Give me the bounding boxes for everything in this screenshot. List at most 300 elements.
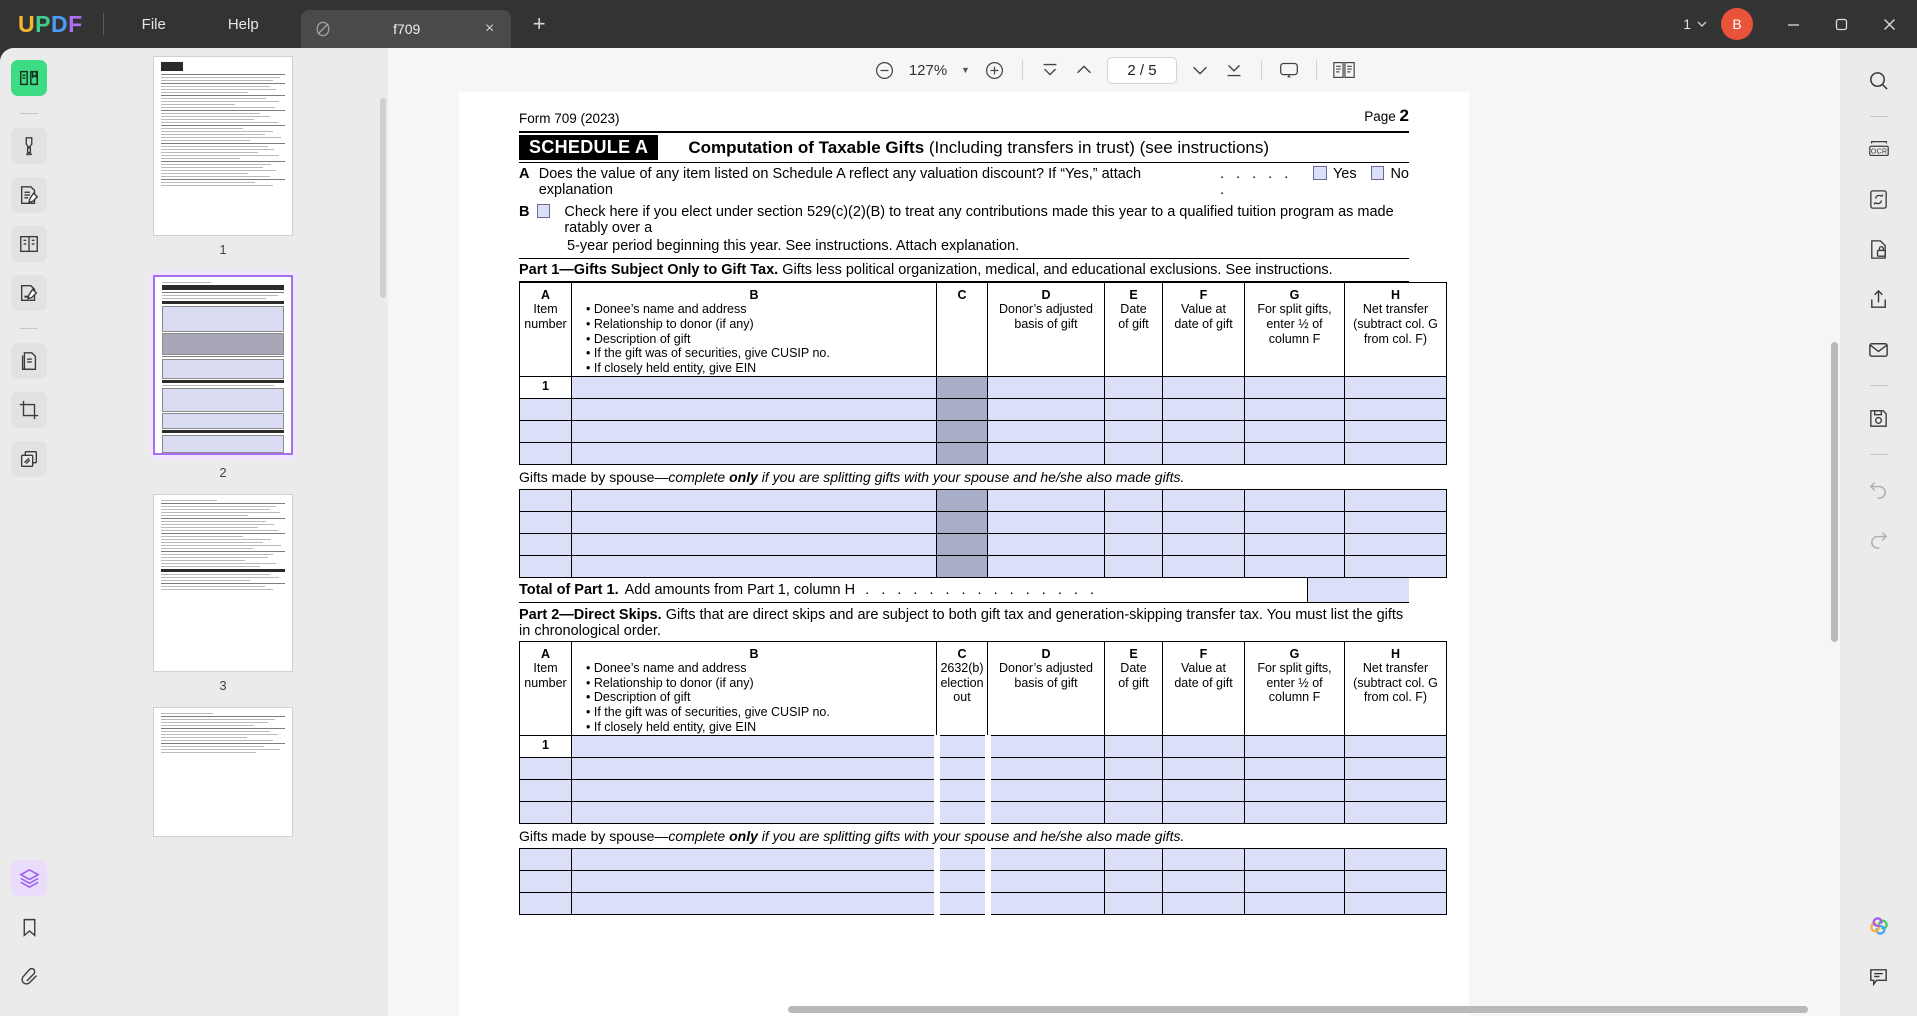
field-2632b[interactable]: [937, 870, 988, 892]
field-split[interactable]: [1245, 870, 1345, 892]
menu-help[interactable]: Help: [227, 15, 259, 33]
page-layout-button[interactable]: [1327, 55, 1361, 85]
sidebar-bookmark[interactable]: [11, 909, 47, 945]
convert-button[interactable]: [1861, 181, 1897, 217]
presentation-icon: [1277, 58, 1301, 82]
thumbnail-panel[interactable]: [58, 48, 388, 1016]
zoom-in-button[interactable]: [978, 55, 1012, 85]
field-net[interactable]: [1345, 779, 1447, 801]
page-label: Page: [1364, 109, 1396, 124]
table-row[interactable]: [520, 376, 1447, 398]
comment-button[interactable]: [1861, 958, 1897, 994]
field-item[interactable]: [520, 892, 572, 914]
field-net[interactable]: [1345, 735, 1447, 757]
page-content: [459, 106, 1469, 915]
presentation-button[interactable]: [1272, 55, 1306, 85]
line-a-no-checkbox[interactable]: [1371, 166, 1385, 180]
field-value[interactable]: [1163, 489, 1245, 511]
document-viewport[interactable]: [388, 92, 1840, 1016]
field-donee[interactable]: [572, 892, 937, 914]
sidebar-form[interactable]: [11, 226, 47, 262]
field-net[interactable]: [1345, 870, 1447, 892]
col-letter: B: [749, 646, 759, 661]
field-split[interactable]: [1245, 848, 1345, 870]
save-button[interactable]: [1861, 400, 1897, 436]
field-split[interactable]: [1245, 779, 1345, 801]
field-split[interactable]: [1245, 442, 1345, 464]
field-donee[interactable]: [572, 757, 937, 779]
spouse-note-italic-2: if you are splitting gifts with your spouse and he/she also made gifts.: [757, 827, 1185, 844]
field-split[interactable]: [1245, 398, 1345, 420]
field-date[interactable]: [1105, 376, 1163, 398]
table-row[interactable]: [520, 533, 1447, 555]
col-letter: E: [1129, 646, 1138, 661]
field-donee[interactable]: [572, 398, 937, 420]
line-b-text-1: Check here if you elect under section 529(c)(2)(B) to treat any contributions made this year to a qualified tuition program as made ratably over a: [564, 204, 1394, 236]
field-net[interactable]: [1345, 757, 1447, 779]
line-a-text: Does the value of any item listed on Schedule A reflect any valuation discount? If “Yes,” attach explanation: [538, 166, 1142, 198]
part2-heading-rest-1: Gifts that are direct skips and are subject to both gift tax and generation-skipping transfer tax. You must list the gifts in: [519, 606, 1404, 639]
first-page-icon: [1039, 59, 1061, 81]
toolbar-divider-3: [1316, 60, 1317, 80]
part2-header-row: [520, 641, 1447, 735]
field-net[interactable]: [1345, 420, 1447, 442]
spouse-note-bold: only: [729, 468, 758, 485]
field-basis[interactable]: [988, 420, 1105, 442]
close-window-button[interactable]: [1867, 4, 1911, 44]
field-basis[interactable]: [988, 533, 1105, 555]
field-split[interactable]: [1245, 801, 1345, 823]
field-donee[interactable]: [572, 489, 937, 511]
left-toolbar: [0, 48, 58, 1016]
part2-col-g: [1245, 641, 1345, 735]
field-basis[interactable]: [988, 892, 1105, 914]
col-sub: basis of gift: [1014, 675, 1078, 690]
part1-total-bold: Total of Part 1.: [519, 581, 619, 598]
col-letter: F: [1199, 646, 1208, 661]
part1-table: [519, 282, 1447, 465]
col-sub: Net transfer: [1362, 302, 1429, 316]
new-tab-button[interactable]: +: [532, 11, 546, 36]
part1-spouse-note: [519, 465, 1409, 489]
field-basis[interactable]: [988, 870, 1105, 892]
field-value[interactable]: [1163, 892, 1245, 914]
field-date[interactable]: [1105, 779, 1163, 801]
edit-document-icon: [18, 184, 40, 206]
protect-button[interactable]: [1861, 231, 1897, 267]
col-letter: D: [1041, 288, 1051, 302]
thumbnail-page-4[interactable]: [153, 707, 293, 837]
toolbar-divider-2: [1261, 60, 1262, 80]
search-button[interactable]: [1861, 62, 1897, 98]
field-2632b[interactable]: [937, 848, 988, 870]
col-sub: out: [953, 690, 971, 705]
col-sub: of gift: [1118, 675, 1149, 690]
vertical-scrollbar[interactable]: [1831, 342, 1838, 642]
line-b-text-2: 5-year period beginning this year. See instructions. Attach explanation.: [567, 238, 1020, 254]
field-donee[interactable]: [572, 533, 937, 555]
field-item[interactable]: [520, 511, 572, 533]
convert-icon: [1867, 188, 1890, 211]
previous-page-icon: [1073, 59, 1095, 81]
field-item[interactable]: [520, 398, 572, 420]
field-date[interactable]: [1105, 555, 1163, 577]
logo-letter-p: P: [35, 10, 51, 37]
field-net[interactable]: [1345, 801, 1447, 823]
sidebar-crop[interactable]: [11, 392, 47, 428]
table-row[interactable]: [520, 555, 1447, 577]
thumbnail-image: [153, 494, 293, 672]
col-sub: • Description of gift: [586, 332, 936, 347]
part1-col-b: [572, 283, 937, 377]
field-net[interactable]: [1345, 398, 1447, 420]
ocr-icon: [1867, 138, 1891, 160]
sign-icon: [18, 282, 40, 304]
horizontal-scrollbar[interactable]: [788, 1006, 1808, 1013]
close-icon[interactable]: ×: [485, 20, 495, 37]
sidebar-edit-pdf[interactable]: [11, 177, 47, 213]
field-donee[interactable]: [572, 442, 937, 464]
undo-icon: [1867, 476, 1890, 499]
field-item[interactable]: [520, 442, 572, 464]
field-item[interactable]: [520, 533, 572, 555]
chevron-down-icon: [1697, 21, 1707, 28]
field-split[interactable]: [1245, 533, 1345, 555]
thumbnail-image: [153, 707, 293, 837]
field-donee[interactable]: [572, 735, 937, 757]
field-c: [937, 489, 988, 511]
menu-file[interactable]: File: [141, 15, 166, 33]
schedule-title: [688, 138, 1269, 158]
field-value[interactable]: [1163, 870, 1245, 892]
line-a-yes-label: Yes: [1332, 166, 1357, 182]
sidebar-layers[interactable]: [11, 860, 47, 896]
field-split[interactable]: [1245, 892, 1345, 914]
col-sub: • Description of gift: [586, 690, 936, 705]
table-row[interactable]: [520, 442, 1447, 464]
col-sub: date of gift: [1174, 675, 1233, 690]
undo-button[interactable]: [1861, 469, 1897, 505]
share-button[interactable]: [1861, 281, 1897, 317]
part1-col-f: [1163, 283, 1245, 377]
schedule-tag: SCHEDULE A: [519, 135, 658, 160]
toolbar-divider-1: [1022, 60, 1023, 80]
field-basis[interactable]: [988, 376, 1105, 398]
field-date[interactable]: [1105, 420, 1163, 442]
field-donee[interactable]: [572, 779, 937, 801]
spouse-note-pre: Gifts made by spouse—: [519, 468, 669, 485]
comment-icon: [1867, 965, 1890, 988]
field-net[interactable]: [1345, 848, 1447, 870]
field-split[interactable]: [1245, 376, 1345, 398]
field-split[interactable]: [1245, 555, 1345, 577]
line-a-no-label: No: [1390, 166, 1409, 182]
field-split[interactable]: [1245, 757, 1345, 779]
field-donee[interactable]: [572, 801, 937, 823]
col-sub: from col. F): [1363, 690, 1428, 705]
field-date[interactable]: [1105, 848, 1163, 870]
col-sub: Date: [1120, 660, 1147, 675]
field-date[interactable]: [1105, 489, 1163, 511]
field-date[interactable]: [1105, 735, 1163, 757]
table-row[interactable]: [520, 779, 1447, 801]
thumbnail-scrollbar[interactable]: [380, 98, 386, 298]
field-value[interactable]: [1163, 511, 1245, 533]
field-item[interactable]: [520, 489, 572, 511]
field-basis[interactable]: [988, 735, 1105, 757]
field-date[interactable]: [1105, 398, 1163, 420]
field-item[interactable]: [520, 779, 572, 801]
col-sub: Net transfer: [1362, 660, 1429, 675]
sidebar-sign[interactable]: [11, 275, 47, 311]
col-sub: • If closely held entity, give EIN: [586, 720, 936, 735]
field-basis[interactable]: [988, 801, 1105, 823]
right-rail-divider-3: [1870, 454, 1888, 455]
table-row[interactable]: [520, 511, 1447, 533]
col-sub: of gift: [1118, 316, 1149, 331]
col-sub: • If the gift was of securities, give CUSIP no.: [586, 705, 936, 720]
minimize-button[interactable]: [1771, 4, 1815, 44]
spouse-note-pre: Gifts made by spouse—: [519, 827, 669, 844]
email-button[interactable]: [1861, 331, 1897, 367]
field-split[interactable]: [1245, 511, 1345, 533]
col-sub: date of gift: [1174, 316, 1233, 331]
col-letter: D: [1041, 646, 1051, 661]
table-row[interactable]: [520, 489, 1447, 511]
field-donee[interactable]: [572, 376, 937, 398]
field-date[interactable]: [1105, 870, 1163, 892]
field-2632b[interactable]: [937, 779, 988, 801]
lock-document-icon: [1867, 238, 1890, 261]
field-value[interactable]: [1163, 376, 1245, 398]
col-sub: number: [524, 675, 567, 690]
redo-button[interactable]: [1861, 519, 1897, 555]
field-value[interactable]: [1163, 801, 1245, 823]
field-2632b[interactable]: [937, 801, 988, 823]
field-split[interactable]: [1245, 420, 1345, 442]
zoom-out-button[interactable]: [867, 55, 901, 85]
col-letter: B: [749, 288, 759, 302]
logo-letter-d: D: [50, 10, 69, 37]
col-sub: (subtract col. G: [1353, 675, 1438, 690]
titlebar-right-group: [1683, 4, 1917, 44]
part1-col-g: [1245, 283, 1345, 377]
field-2632b[interactable]: [937, 892, 988, 914]
field-value[interactable]: [1163, 420, 1245, 442]
field-item[interactable]: [520, 555, 572, 577]
field-net[interactable]: [1345, 533, 1447, 555]
bookmark-icon: [19, 917, 40, 938]
page-indicator[interactable]: 2 / 5: [1107, 57, 1177, 84]
search-icon: [1867, 69, 1890, 92]
col-letter: F: [1199, 288, 1208, 302]
part2-col-d: [988, 641, 1105, 735]
maximize-button[interactable]: [1819, 4, 1863, 44]
chevron-down-icon[interactable]: ▼: [961, 65, 970, 75]
field-basis[interactable]: [988, 757, 1105, 779]
field-value[interactable]: [1163, 757, 1245, 779]
field-donee[interactable]: [572, 555, 937, 577]
spouse-note-italic-1: complete: [668, 468, 730, 485]
col-letter: H: [1390, 288, 1401, 302]
field-date[interactable]: [1105, 757, 1163, 779]
field-basis[interactable]: [988, 555, 1105, 577]
batch-icon: [18, 448, 40, 470]
field-date[interactable]: [1105, 511, 1163, 533]
zoom-level[interactable]: 127%: [908, 61, 948, 79]
part1-heading: [519, 259, 1409, 282]
field-net[interactable]: [1345, 892, 1447, 914]
field-date[interactable]: [1105, 533, 1163, 555]
spouse-note-italic-2: if you are splitting gifts with your spouse and he/she also made gifts.: [757, 468, 1185, 485]
thumbnail-page-1[interactable]: [153, 56, 293, 267]
field-basis[interactable]: [988, 511, 1105, 533]
sidebar-organize-pages[interactable]: [11, 343, 47, 379]
field-net[interactable]: [1345, 489, 1447, 511]
page-number: 2: [1399, 106, 1409, 125]
zoom-out-icon: [874, 60, 895, 81]
field-basis[interactable]: [988, 779, 1105, 801]
avatar[interactable]: B: [1721, 8, 1753, 40]
last-page-button[interactable]: [1217, 55, 1251, 85]
field-split[interactable]: [1245, 489, 1345, 511]
crop-icon: [18, 399, 40, 421]
part2-heading-bold: Part 2—Direct Skips.: [519, 606, 662, 623]
thumbnail-label: 3: [219, 678, 227, 693]
field-value[interactable]: [1163, 555, 1245, 577]
table-row[interactable]: [520, 757, 1447, 779]
line-b-row-2: [519, 236, 1409, 259]
field-date[interactable]: [1105, 442, 1163, 464]
field-value[interactable]: [1163, 735, 1245, 757]
field-donee[interactable]: [572, 848, 937, 870]
field-value[interactable]: [1163, 779, 1245, 801]
spouse-note-italic-1: complete: [668, 827, 730, 844]
col-sub: Item: [533, 302, 558, 316]
col-sub: For split gifts,: [1257, 660, 1332, 675]
field-item[interactable]: [520, 420, 572, 442]
field-donee[interactable]: [572, 420, 937, 442]
field-donee[interactable]: [572, 511, 937, 533]
pdf-page[interactable]: [459, 92, 1469, 1016]
ai-assistant-button[interactable]: [1861, 908, 1897, 944]
field-net[interactable]: [1345, 442, 1447, 464]
field-basis[interactable]: [988, 489, 1105, 511]
col-sub: (subtract col. G: [1353, 316, 1438, 331]
field-c: [937, 442, 988, 464]
field-value[interactable]: [1163, 848, 1245, 870]
field-date[interactable]: [1105, 801, 1163, 823]
field-net[interactable]: [1345, 376, 1447, 398]
table-row[interactable]: [520, 801, 1447, 823]
document-tab[interactable]: [301, 10, 511, 48]
right-rail-divider-2: [1870, 385, 1888, 386]
part1-heading-bold: Part 1—Gifts Subject Only to Gift Tax.: [519, 262, 779, 278]
table-row[interactable]: [520, 870, 1447, 892]
part2-table: [519, 641, 1447, 824]
ocr-button[interactable]: [1861, 131, 1897, 167]
field-date[interactable]: [1105, 892, 1163, 914]
field-split[interactable]: [1245, 735, 1345, 757]
sidebar-attachment[interactable]: [11, 958, 47, 994]
part1-item-number: 1: [520, 376, 572, 398]
redo-icon: [1867, 526, 1890, 549]
sidebar-annotate[interactable]: [11, 128, 47, 164]
part2-item-number: 1: [520, 735, 572, 757]
thumbnail-page-3[interactable]: [153, 494, 293, 703]
save-icon: [1867, 407, 1890, 430]
next-page-button[interactable]: [1183, 55, 1217, 85]
window-count[interactable]: [1683, 16, 1707, 32]
field-basis[interactable]: [988, 442, 1105, 464]
col-letter: C: [957, 288, 967, 302]
field-item[interactable]: [520, 801, 572, 823]
col-sub: • Relationship to donor (if any): [586, 317, 936, 332]
field-2632b[interactable]: [937, 735, 988, 757]
main-shell: [0, 48, 1917, 1016]
sidebar-batch[interactable]: [11, 441, 47, 477]
line-a-yes-checkbox[interactable]: [1313, 166, 1327, 180]
reader-icon: [18, 67, 40, 89]
field-item[interactable]: [520, 848, 572, 870]
field-value[interactable]: [1163, 533, 1245, 555]
field-item[interactable]: [520, 870, 572, 892]
part1-header-row: [520, 283, 1447, 377]
table-row[interactable]: [520, 398, 1447, 420]
thumbnail-list: [58, 48, 388, 841]
table-row[interactable]: [520, 848, 1447, 870]
table-row[interactable]: [520, 892, 1447, 914]
document-icon: [313, 19, 333, 39]
field-net[interactable]: [1345, 555, 1447, 577]
col-sub: 2632(b): [940, 660, 984, 675]
col-letter: H: [1390, 646, 1401, 661]
right-rail-divider-1: [1870, 116, 1888, 117]
tab-title: f709: [393, 21, 421, 37]
field-net[interactable]: [1345, 511, 1447, 533]
thumbnail-page-2[interactable]: [149, 271, 297, 490]
field-value[interactable]: [1163, 398, 1245, 420]
schedule-header: [519, 131, 1409, 163]
last-page-icon: [1223, 59, 1245, 81]
table-row[interactable]: [520, 735, 1447, 757]
col-sub: Donor’s adjusted: [998, 302, 1094, 316]
table-row[interactable]: [520, 420, 1447, 442]
line-b-row: [519, 201, 1409, 236]
field-donee[interactable]: [572, 870, 937, 892]
line-b-checkbox[interactable]: [537, 204, 550, 218]
field-basis[interactable]: [988, 848, 1105, 870]
part2-spouse-table: [519, 848, 1447, 915]
pages-icon: [18, 350, 40, 372]
field-basis[interactable]: [988, 398, 1105, 420]
thumbnail-label: 2: [219, 465, 227, 480]
col-sub: • If closely held entity, give EIN: [586, 361, 936, 376]
previous-page-button[interactable]: [1067, 55, 1101, 85]
sidebar-reader[interactable]: [11, 60, 47, 96]
field-2632b[interactable]: [937, 757, 988, 779]
svg-text:OCR: OCR: [1870, 146, 1887, 156]
first-page-button[interactable]: [1033, 55, 1067, 85]
document-toolbar: [388, 48, 1840, 92]
field-value[interactable]: [1163, 442, 1245, 464]
col-sub: basis of gift: [1014, 316, 1078, 331]
part1-total-field[interactable]: [1307, 578, 1409, 602]
part1-col-a: [520, 283, 572, 377]
rail-divider: [20, 113, 38, 114]
field-item[interactable]: [520, 757, 572, 779]
updf-logo: [18, 11, 83, 38]
